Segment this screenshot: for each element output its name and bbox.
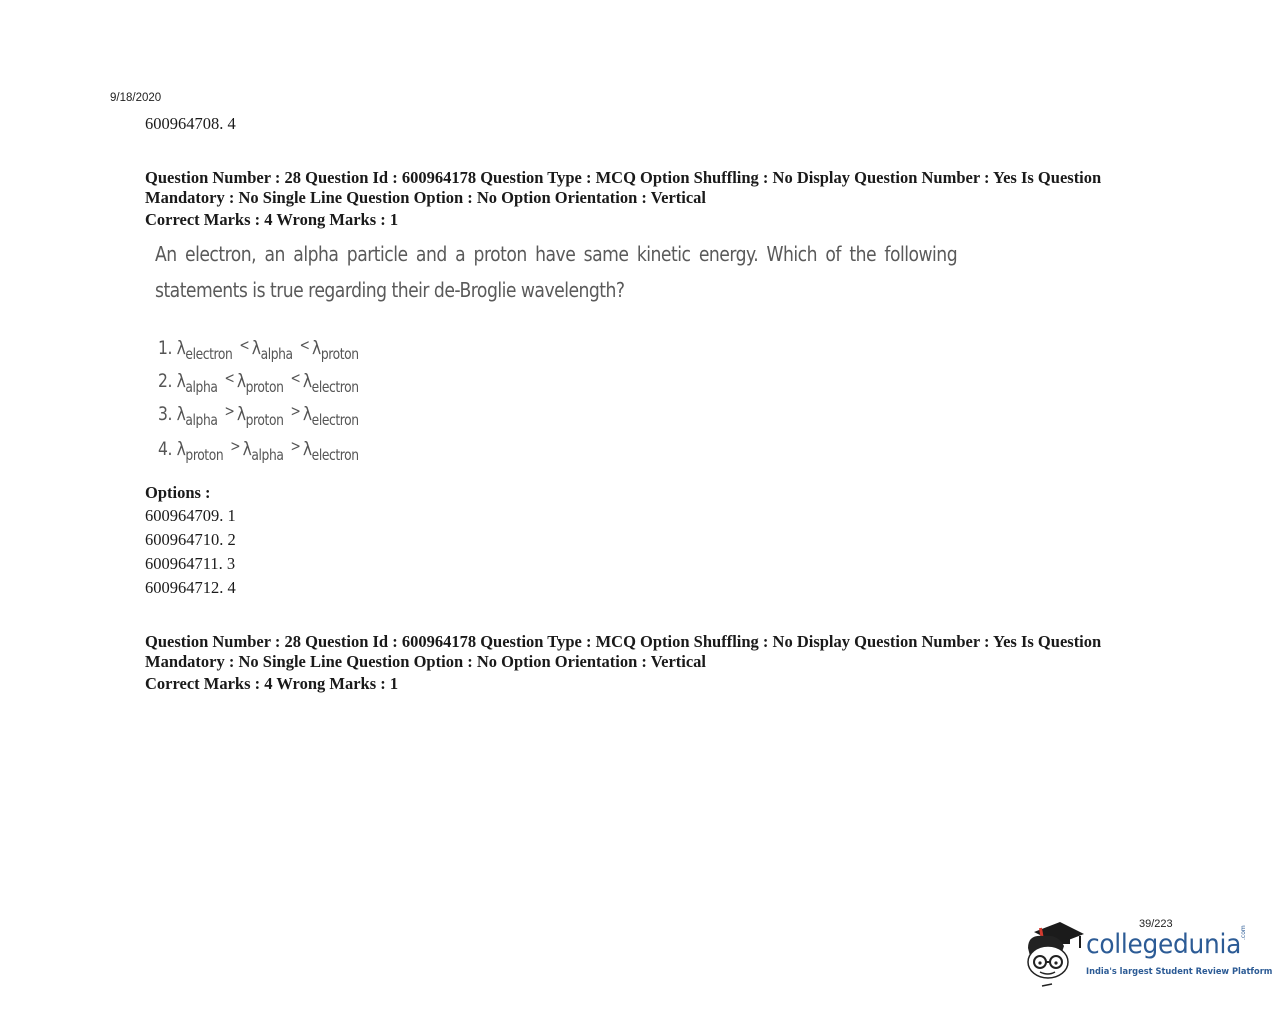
choice-2 [158, 369, 359, 396]
comparison-operator: < [290, 369, 301, 387]
options-heading: Options : [145, 483, 211, 502]
option-id-line: 600964712. 4 [145, 578, 236, 597]
previous-option-line: 600964708. 4 [145, 114, 236, 133]
subscript: electron [311, 446, 359, 464]
lambda-symbol: λ [302, 403, 312, 425]
subscript: alpha [260, 345, 293, 363]
lambda-symbol: λ [176, 438, 186, 460]
question-stem-line-2: statements is true regarding their de-Broglie wavelength? [155, 278, 625, 302]
question-meta: Question Number : 28 Question Id : 600964178 Question Type : MCQ Option Shuffling : No Display Question Number : Yes Is Question Mandatory : No Single Line Question Option : No Option Orientation : Vertical [145, 632, 1102, 671]
question-marks: Correct Marks : 4 Wrong Marks : 1 [145, 674, 399, 693]
lambda-symbol: λ [176, 403, 186, 425]
option-id-line: 600964709. 1 [145, 506, 236, 525]
lambda-symbol: λ [312, 337, 321, 359]
subscript: proton [185, 446, 224, 464]
lambda-symbol: λ [302, 438, 312, 460]
option-id-line: 600964710. 2 [145, 530, 236, 549]
option-id-line: 600964711. 3 [145, 554, 236, 573]
subscript: electron [311, 378, 359, 396]
comparison-operator: < [224, 369, 235, 387]
choice-1 [158, 336, 359, 363]
comparison-operator: > [230, 437, 241, 455]
choice-4 [158, 437, 359, 464]
lambda-symbol: λ [176, 337, 186, 359]
subscript: alpha [185, 411, 218, 429]
lambda-symbol: λ [236, 370, 246, 392]
choice-number: 2. [158, 370, 173, 392]
lambda-symbol: λ [242, 438, 252, 460]
comparison-operator: < [239, 336, 250, 354]
choice-3 [158, 402, 359, 429]
choice-number: 1. [158, 337, 173, 359]
subscript: electron [185, 345, 233, 363]
subscript: proton [245, 411, 284, 429]
subscript: proton [320, 345, 359, 363]
choice-number: 4. [158, 438, 173, 460]
print-date: 9/18/2020 [110, 92, 162, 104]
comparison-operator: > [290, 402, 301, 420]
question-stem-line-1: An electron, an alpha particle and a proton have same kinetic energy. Which of the following [155, 242, 958, 266]
question-marks: Correct Marks : 4 Wrong Marks : 1 [145, 210, 399, 229]
subscript: proton [245, 378, 284, 396]
comparison-operator: > [290, 437, 301, 455]
brand-tagline: India's largest Student Review Platform [1086, 967, 1273, 977]
subscript: alpha [251, 446, 284, 464]
brand-logo-suffix: .com [1240, 925, 1247, 940]
brand-logo-text: collegedunia [1086, 929, 1242, 960]
question-meta: Question Number : 28 Question Id : 600964178 Question Type : MCQ Option Shuffling : No Display Question Number : Yes Is Question Mandatory : No Single Line Question Option : No Option Orientation : Vertical [145, 168, 1102, 207]
subscript: electron [311, 411, 359, 429]
collegedunia-mascot-icon [1022, 918, 1086, 995]
page-number: 39/223 [1139, 918, 1173, 930]
lambda-symbol: λ [236, 403, 246, 425]
lambda-symbol: λ [176, 370, 186, 392]
comparison-operator: > [224, 402, 235, 420]
lambda-symbol: λ [251, 337, 261, 359]
choice-number: 3. [158, 403, 173, 425]
subscript: alpha [185, 378, 218, 396]
comparison-operator: < [299, 336, 310, 354]
lambda-symbol: λ [302, 370, 312, 392]
